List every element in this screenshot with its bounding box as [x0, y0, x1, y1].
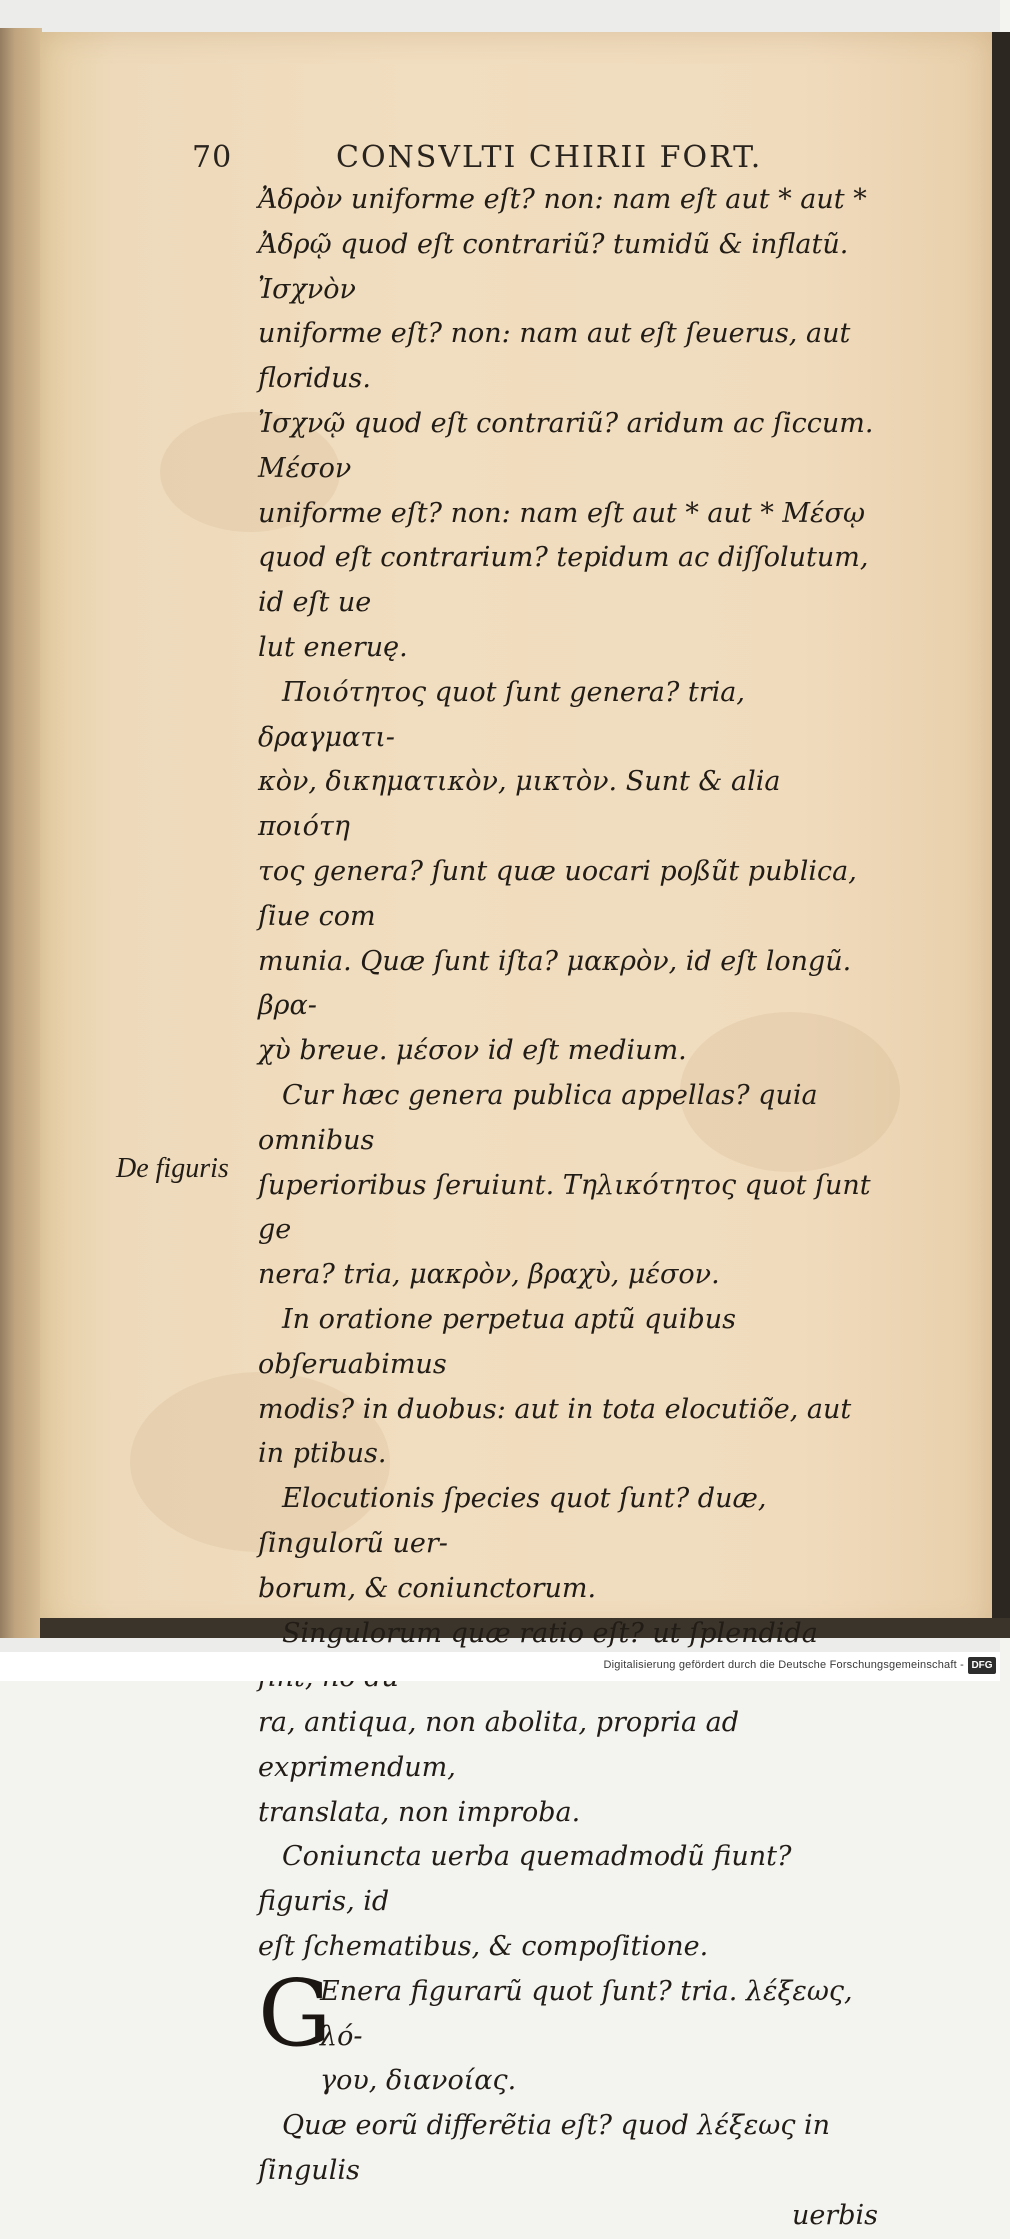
paragraph: Coniuncta uerba quemadmodũ fiunt? figuris, id eſt ſchematibus, & compoſitione. [258, 1841, 792, 1963]
paragraph: Ποιότητος quot ſunt genera? tria, δραγματι- κὸν, δικηματικὸν, μικτὸν. Sunt & alia ποιότη τος genera? ſunt quæ uocari poßũt publica, ſiue com munia. Quæ ſunt iſta? μακρὸν, id eſt longũ. βρα- χὺ breue. μέσον id eſt medium. [258, 676, 857, 1067]
margin-note: De figuris [116, 1153, 229, 1184]
paragraph: In oratione perpetua aptũ quibus obſeruabimus modis? in duobus: aut in tota elocutiõe, aut in ptibus. [258, 1303, 852, 1470]
footer-credit: Digitalisierung gefördert durch die Deutsche Forschungsgemeinschaft - [603, 1659, 964, 1671]
paragraph: Ἀδρὸν uniforme eſt? non: nam eſt aut * aut * Ἀδρῷ quod eſt contrariũ? tumidũ & inflatũ. Ἰσχνὸν uniforme eſt? non: nam aut eſt ſeuerus, aut floridus. Ἰσχνῷ quod eſt contrariũ? aridum ac ſiccum. Μέσον uniforme eſt? non: nam eſt aut * aut * Μέσῳ quod eſt contrarium? tepidum ac diſſolutum, id eſt ue lut eneruę. [258, 184, 874, 663]
running-head: CONSVLTI CHIRII FORT. [336, 140, 763, 175]
section-first-lines: Enera figurarũ quot ſunt? tria. λέξεως, λό- γου, διανοίας. [320, 1975, 853, 2097]
page-header [150, 130, 850, 174]
paragraph: Elocutionis ſpecies quot ſunt? duæ, ſingulorũ uer- borum, & coniunctorum. [258, 1483, 767, 1604]
paragraph: Cur hæc genera publica appellas? quia omnibus ſuperioribus ſeruiunt. Τηλικότητος quot ſunt ge nera? tria, μακρὸν, βραχὺ, μέσον. [258, 1079, 871, 1291]
catchword: uerbis [791, 2199, 878, 2231]
section-continuation: Quæ eorũ differẽtia eſt? quod λέξεως in ſingulis [258, 2110, 831, 2187]
body-text [258, 178, 878, 2239]
paragraph: Singulorum quæ ratio eſt? ut ſplendida ra, antiqua, non abolita, propria ad exprimendum, translata, non improba. [258, 1617, 818, 1828]
page-number: 70 [192, 140, 233, 175]
binding-shadow [0, 28, 42, 1638]
dfg-logo: DFG [968, 1657, 996, 1674]
footer-bar [0, 1652, 1000, 1681]
section-figuris [258, 1959, 878, 2104]
drop-cap: G [258, 1959, 332, 2067]
